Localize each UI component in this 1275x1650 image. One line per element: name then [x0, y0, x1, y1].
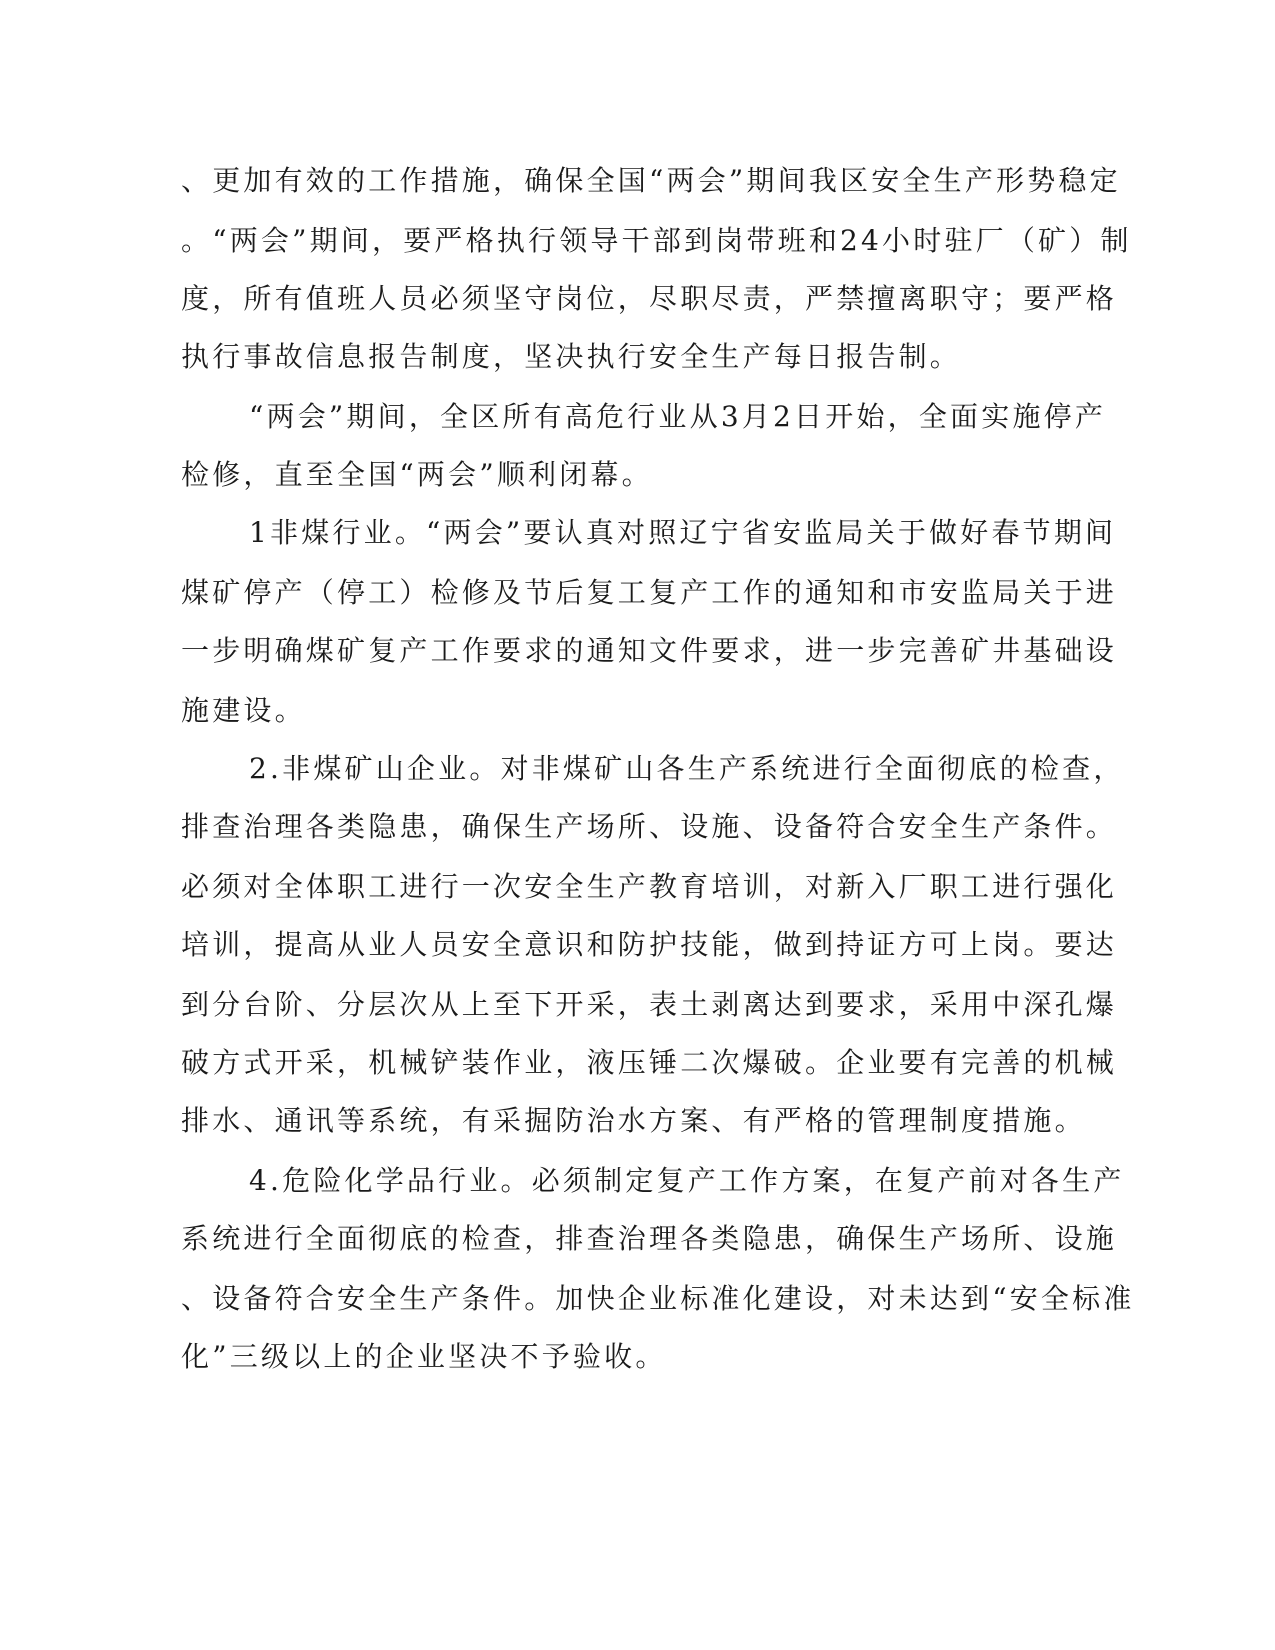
text-line: 破方式开采，机械铲装作业，液压锤二次爆破。企业要有完善的机械	[181, 1046, 1118, 1079]
text-line: 排查治理各类隐患，确保生产场所、设施、设备符合安全生产条件。	[181, 810, 1118, 843]
text-line: 。“两会”期间，要严格执行领导干部到岗带班和24小时驻厂（矿）制	[181, 224, 1132, 257]
text-line: 2.非煤矿山企业。对非煤矿山各生产系统进行全面彻底的检查，	[249, 752, 1125, 785]
text-line: 、设备符合安全生产条件。加快企业标准化建设，对未达到“安全标准	[181, 1282, 1135, 1315]
text-line: 执行事故信息报告制度，坚决执行安全生产每日报告制。	[181, 340, 962, 373]
text-line: “两会”期间，全区所有高危行业从3月2日开始，全面实施停产	[249, 400, 1107, 433]
text-line: 化”三级以上的企业坚决不予验收。	[181, 1340, 667, 1373]
text-line: 必须对全体职工进行一次安全生产教育培训，对新入厂职工进行强化	[181, 870, 1118, 903]
text-line: 1非煤行业。“两会”要认真对照辽宁省安监局关于做好春节期间	[249, 516, 1117, 549]
text-line: 煤矿停产（停工）检修及节后复工复产工作的通知和市安监局关于进	[181, 576, 1118, 609]
text-line: 施建设。	[181, 694, 306, 727]
text-line: 一步明确煤矿复产工作要求的通知文件要求，进一步完善矿井基础设	[181, 634, 1118, 667]
text-line: 、更加有效的工作措施，确保全国“两会”期间我区安全生产形势稳定	[181, 164, 1121, 197]
text-line: 度，所有值班人员必须坚守岗位，尽职尽责，严禁擅离职守；要严格	[181, 282, 1118, 315]
text-line: 检修，直至全国“两会”顺利闭幕。	[181, 458, 653, 491]
text-line: 培训，提高从业人员安全意识和防护技能，做到持证方可上岗。要达	[181, 928, 1118, 961]
text-line: 到分台阶、分层次从上至下开采，表土剥离达到要求，采用中深孔爆	[181, 988, 1118, 1021]
text-line: 排水、通讯等系统，有采掘防治水方案、有严格的管理制度措施。	[181, 1104, 1086, 1137]
text-line: 4.危险化学品行业。必须制定复产工作方案，在复产前对各生产	[249, 1164, 1125, 1197]
text-line: 系统进行全面彻底的检查，排查治理各类隐患，确保生产场所、设施	[181, 1222, 1118, 1255]
